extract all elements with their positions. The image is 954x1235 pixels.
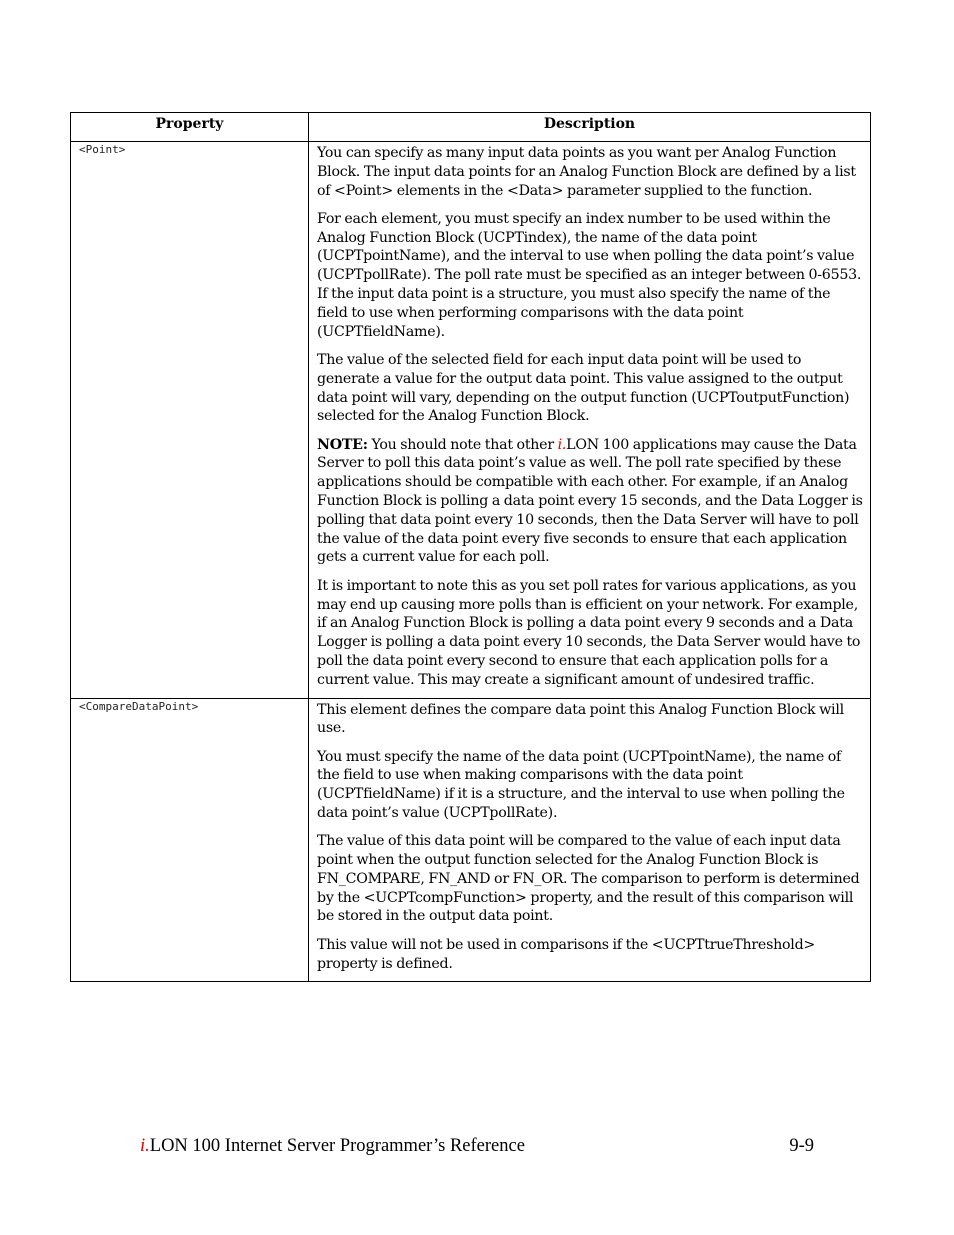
description-paragraph: You can specify as many input data points as you want per Analog Function Block. The input data points for an Analog Function Block are defined by a list of <Point> elements in the <Data> parameter supplied to the function. [317, 145, 856, 199]
description-paragraph: It is important to note this as you set poll rates for various applications, as you may end up causing more polls than is efficient on your network. For example, if an Analog Function Block is polling a data point every 9 seconds and a Data Logger is polling a data point every 10 seconds, the Data Server would have to poll the data point every second to ensure that each application polls for a current value. This may create a significant amount of undesired traffic. [317, 577, 861, 688]
footer-title: LON 100 Internet Server Programmer’s Reference [149, 1136, 525, 1156]
table-header-row [71, 113, 871, 142]
property-description [309, 698, 871, 982]
page-footer [140, 1135, 814, 1157]
property-description [309, 142, 871, 699]
table-row-comparedatapoint [71, 698, 871, 982]
property-name: <Point> [71, 142, 309, 699]
description-paragraph: This element defines the compare data point this Analog Function Block will use. [317, 701, 844, 737]
description-paragraph: The value of the selected field for each input data point will be used to generate a value for the output data point. This value assigned to the output data point will vary, depending on the output function (UCPToutputFunction) selected for the Analog Function Block. [317, 351, 850, 425]
description-paragraph: The value of this data point will be compared to the value of each input data point when the output function selected for the Analog Function Block is FN_COMPARE, FN_AND or FN_OR. The comparison to perform is determined by the <UCPTcompFunction> property, and the result of this comparison will be stored in the output data point. [317, 833, 860, 925]
note-label: NOTE: [317, 436, 368, 453]
column-header-description: Description [309, 113, 871, 142]
note-paragraph [317, 436, 864, 568]
description-paragraph: This value will not be used in comparisons if the <UCPTtrueThreshold> property is defined. [317, 936, 816, 972]
description-paragraph: For each element, you must specify an index number to be used within the Analog Function Block (UCPTindex), the name of the data point (UCPTpointName), and the interval to use when polling the data point’s value (UCPTpollRate). The poll rate must be specified as an integer between 0-6553. If the input data point is a structure, you must also specify the name of the field to use when performing comparisons with the data point (UCPTfieldName). [317, 210, 862, 340]
note-text-pre: You should note that other [367, 436, 558, 453]
property-name: <CompareDataPoint> [71, 698, 309, 982]
property-table [70, 112, 871, 982]
column-header-property: Property [71, 113, 309, 142]
table-row-point [71, 142, 871, 699]
brand-i: i. [557, 436, 567, 453]
description-paragraph: You must specify the name of the data point (UCPTpointName), the name of the field to use when making comparisons with the data point (UCPTfieldName) if it is a structure, and the interval to use when polling the data point’s value (UCPTpollRate). [317, 748, 845, 821]
footer-brand-i: i. [140, 1136, 150, 1156]
page-number: 9-9 [789, 1136, 814, 1156]
note-text-post: LON 100 applications may cause the Data Server to poll this data point’s value as well. The poll rate specified by these applications should be compatible with each other. For example, if an Analog Function Block is polling a data point every 15 seconds, and the Data Logger is polling that data point every 10 seconds, then the Data Server will have to poll the value of the data point every five seconds to ensure that each application gets a current value for each poll. [317, 436, 863, 566]
